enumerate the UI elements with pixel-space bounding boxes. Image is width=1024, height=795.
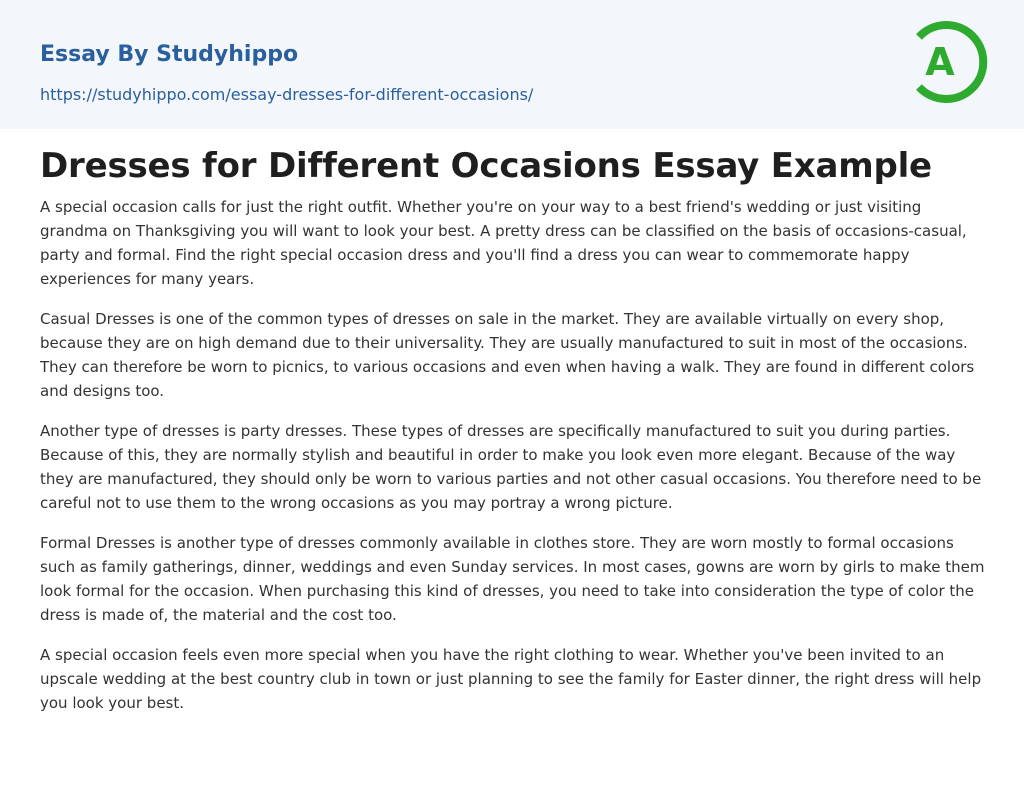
essay-body <box>40 195 985 731</box>
studyhippo-logo-icon[interactable] <box>910 18 990 106</box>
site-brand[interactable]: Essay By Studyhippo <box>40 42 299 67</box>
page-title: Dresses for Different Occasions Essay Example <box>40 146 932 186</box>
logo-letter: A <box>925 40 955 84</box>
essay-paragraph: Casual Dresses is one of the common types of dresses on sale in the market. They are available virtually on every shop, because they are on high demand due to their universality. They are usually manufactured to suit in most of the occasions. They can therefore be worn to picnics, to various occasions and even when having a walk. They are found in different colors and designs too. <box>40 310 975 400</box>
essay-paragraph: A special occasion calls for just the right outfit. Whether you're on your way to a best friend's wedding or just visiting grandma on Thanksgiving you will want to look your best. A pretty dress can be classified on the basis of occasions-casual, party and formal. Find the right special occasion dress and you'll find a dress you can wear to commemorate happy experiences for many years. <box>40 198 967 288</box>
site-header <box>0 0 1024 129</box>
essay-url-link[interactable]: https://studyhippo.com/essay-dresses-for-different-occasions/ <box>40 85 534 104</box>
essay-paragraph: Another type of dresses is party dresses. These types of dresses are specifically manufactured to suit you during parties. Because of this, they are normally stylish and beautiful in order to make you look even more elegant. Because of the way they are manufactured, they should only be worn to various parties and not other casual occasions. You therefore need to be careful not to use them to the wrong occasions as you may portray a wrong picture. <box>40 422 982 512</box>
essay-paragraph: Formal Dresses is another type of dresses commonly available in clothes store. They are worn mostly to formal occasions such as family gatherings, dinner, weddings and even Sunday services. In most cases, gowns are worn by girls to make them look formal for the occasion. When purchasing this kind of dresses, you need to take into consideration the type of color the dress is made of, the material and the cost too. <box>40 534 985 624</box>
essay-paragraph: A special occasion feels even more special when you have the right clothing to wear. Whether you've been invited to an upscale wedding at the best country club in town or just planning to see the family for Easter dinner, the right dress will help you look your best. <box>40 646 982 712</box>
